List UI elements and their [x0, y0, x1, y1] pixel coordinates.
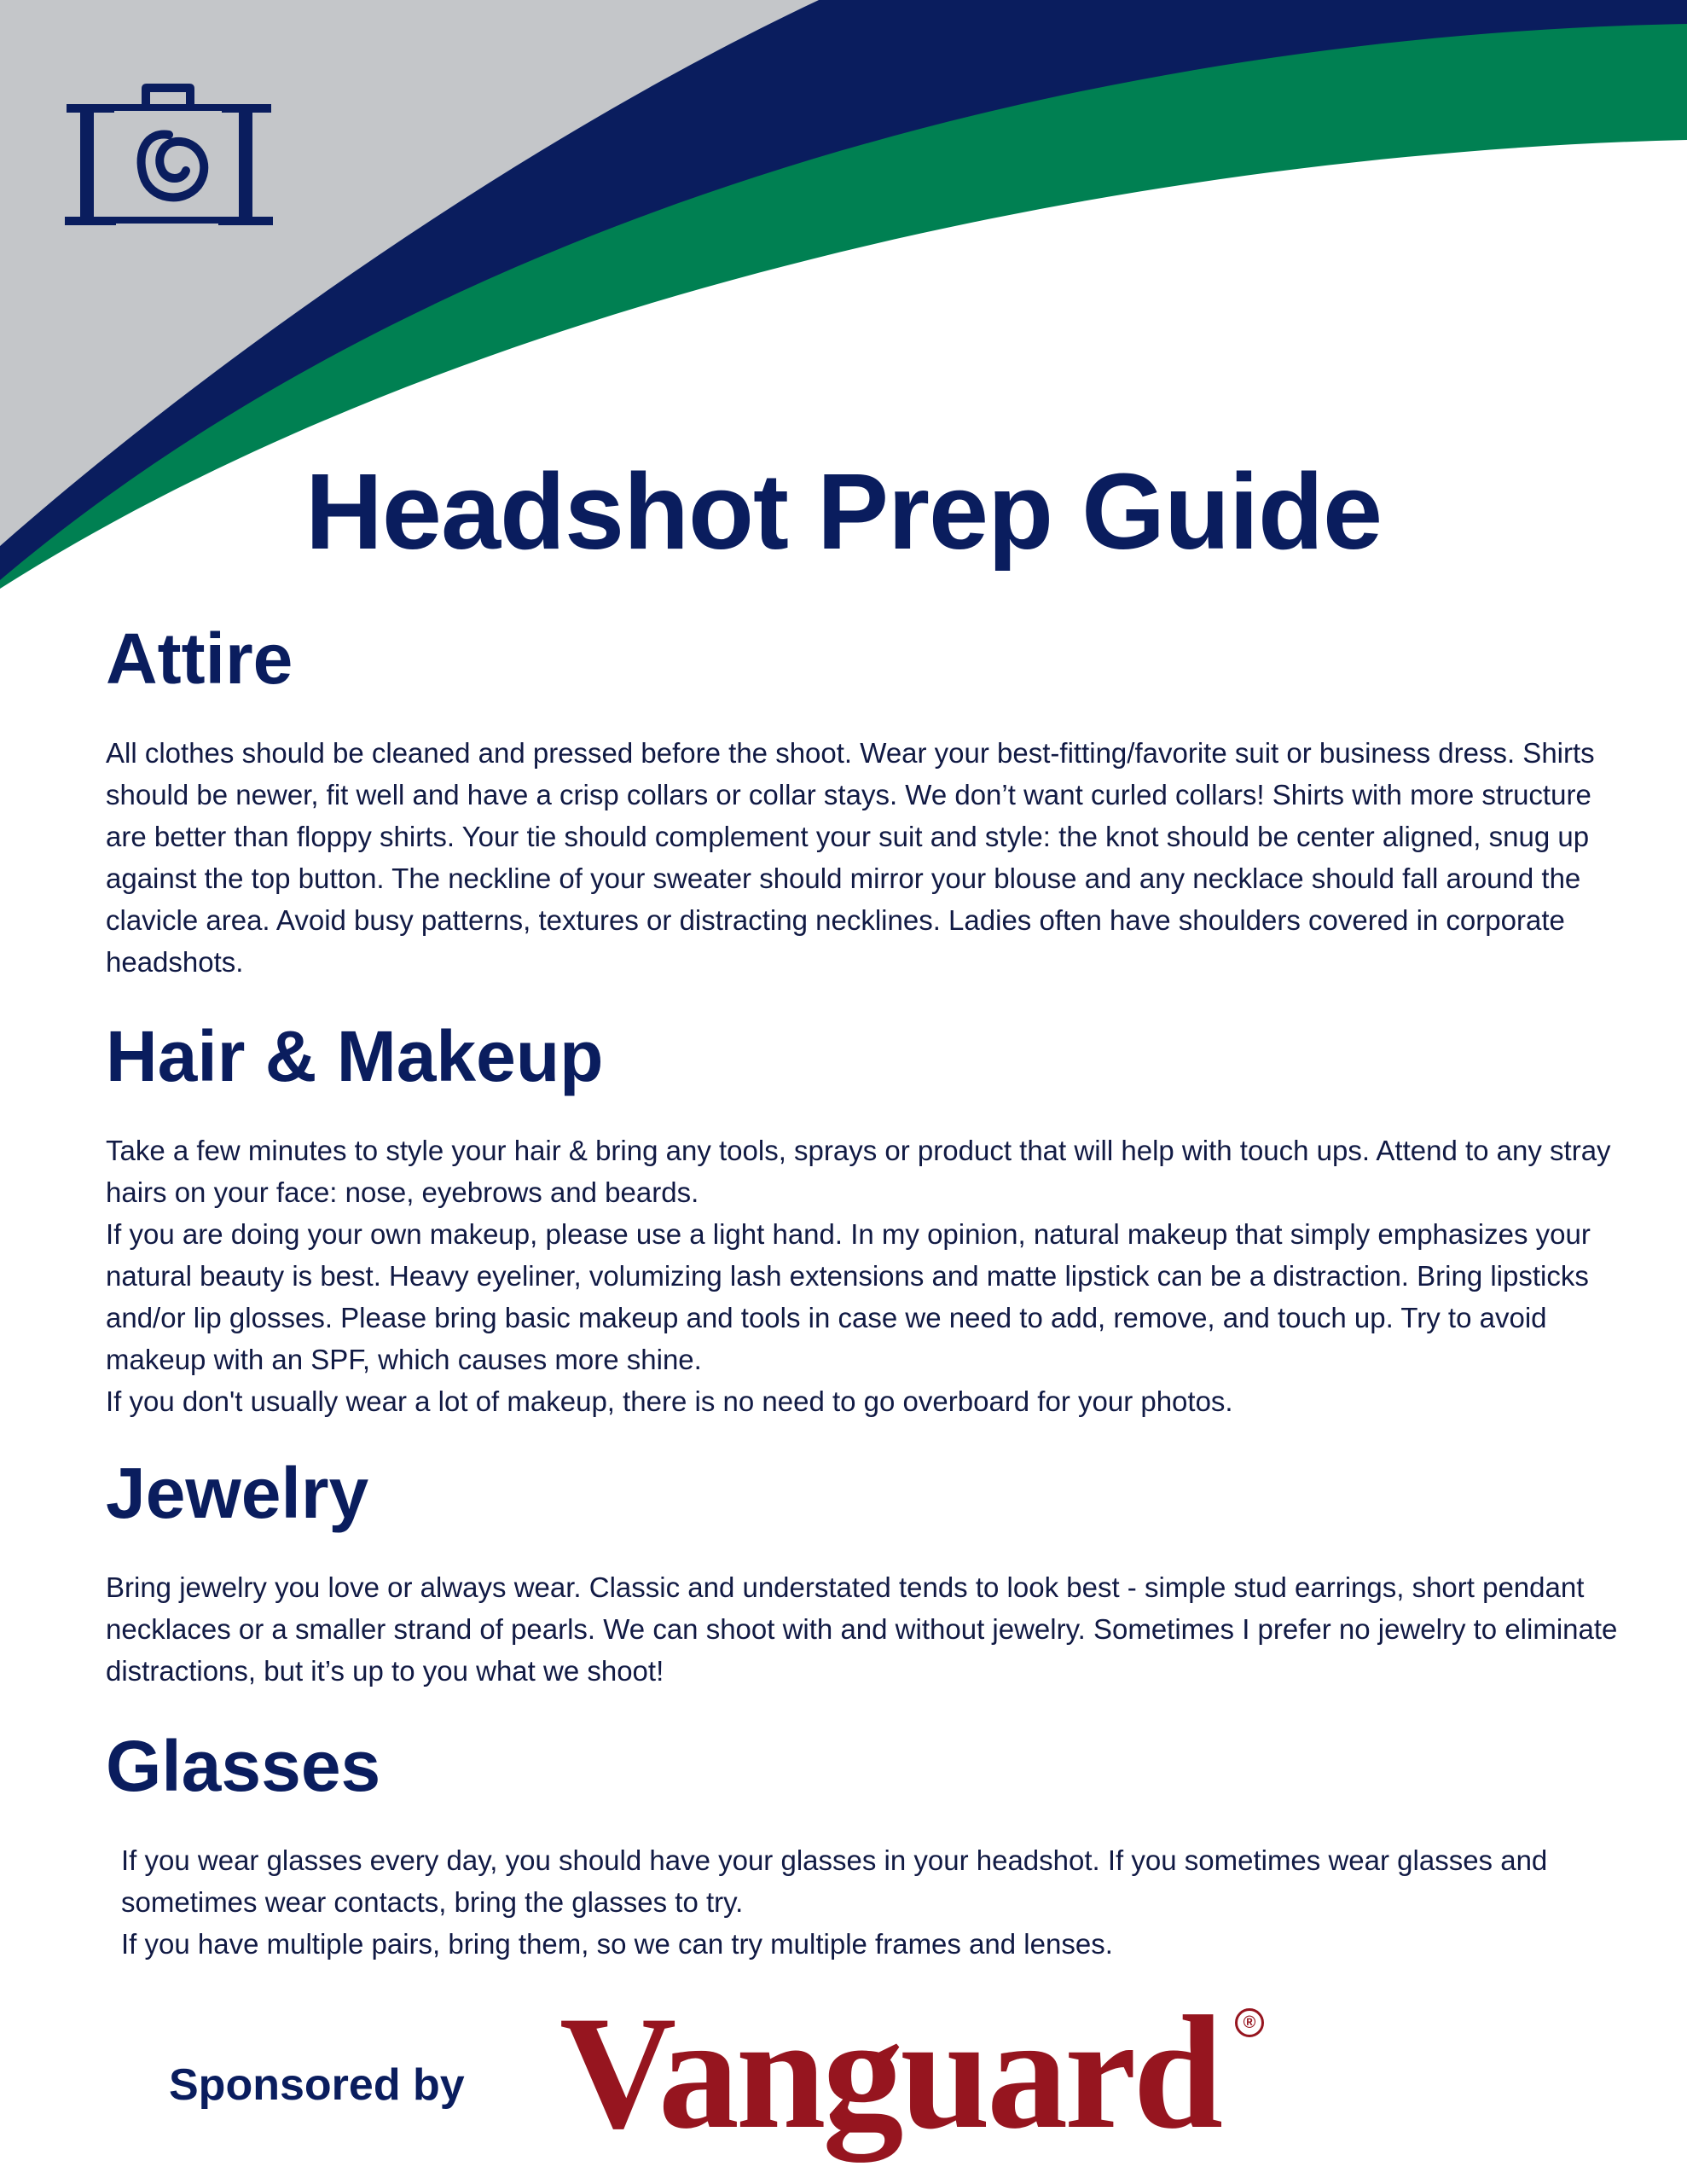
paragraph: Take a few minutes to style your hair & bring any tools, sprays or product that will help with touch ups. Attend to any stray hairs on your face: nose, eyebrows and beards.: [106, 1135, 1611, 1208]
registered-mark-icon: ®: [1235, 2008, 1264, 2037]
section-heading-glasses: Glasses: [106, 1726, 381, 1806]
camera-monogram-logo-icon: [65, 82, 273, 232]
section-hair-makeup: [106, 1014, 1632, 1422]
section-heading-jewelry: Jewelry: [106, 1453, 369, 1533]
paragraph: Bring jewelry you love or always wear. Classic and understated tends to look best - simple stud earrings, short pendant necklaces or a smaller strand of pearls. We can shoot with and without jewelry. Sometimes I prefer no jewelry to eliminate distractions, but it’s up to you what we shoot!: [106, 1571, 1618, 1687]
section-heading-attire: Attire: [106, 619, 293, 699]
vanguard-logo: Vanguard: [559, 1984, 1220, 2163]
sponsor-label: Sponsored by: [169, 2060, 465, 2110]
section-body-hair-makeup: [106, 1130, 1632, 1422]
section-body-attire: [106, 732, 1632, 983]
section-jewelry: [106, 1450, 1632, 1692]
section-body-jewelry: [106, 1566, 1632, 1692]
section-body-glasses: [106, 1839, 1632, 1965]
paragraph: If you wear glasses every day, you should have your glasses in your headshot. If you sometimes wear glasses and sometimes wear contacts, bring the glasses to try.: [121, 1844, 1548, 1918]
section-heading-hair-makeup: Hair & Makeup: [106, 1016, 604, 1096]
paragraph: If you have multiple pairs, bring them, so we can try multiple frames and lenses.: [121, 1928, 1113, 1960]
paragraph: If you are doing your own makeup, please use a light hand. In my opinion, natural makeup that simply emphasizes your natural beauty is best. Heavy eyeliner, volumizing lash extensions and matte lipstick can be a distraction. Bring lipsticks and/or lip glosses. Please bring basic makeup and tools in case we need to add, remove, and touch up. Try to avoid makeup with an SPF, which causes more shine.: [106, 1218, 1591, 1375]
paragraph: All clothes should be cleaned and pressed before the shoot. Wear your best-fitting/favorite suit or business dress. Shirts should be newer, fit well and have a crisp collars or collar stays. We don’t want curled collars! Shirts with more structure are better than floppy shirts. Your tie should complement your suit and style: the knot should be center aligned, snug up against the top button. The neckline of your sweater should mirror your blouse and any necklace should fall around the clavicle area. Avoid busy patterns, textures or distracting necklines. Ladies often have shoulders covered in corporate headshots.: [106, 737, 1595, 978]
section-glasses: [106, 1723, 1632, 1965]
paragraph: If you don't usually wear a lot of makeup, there is no need to go overboard for your photos.: [106, 1385, 1233, 1417]
page-title: Headshot Prep Guide: [304, 451, 1383, 572]
section-attire: [106, 616, 1632, 983]
